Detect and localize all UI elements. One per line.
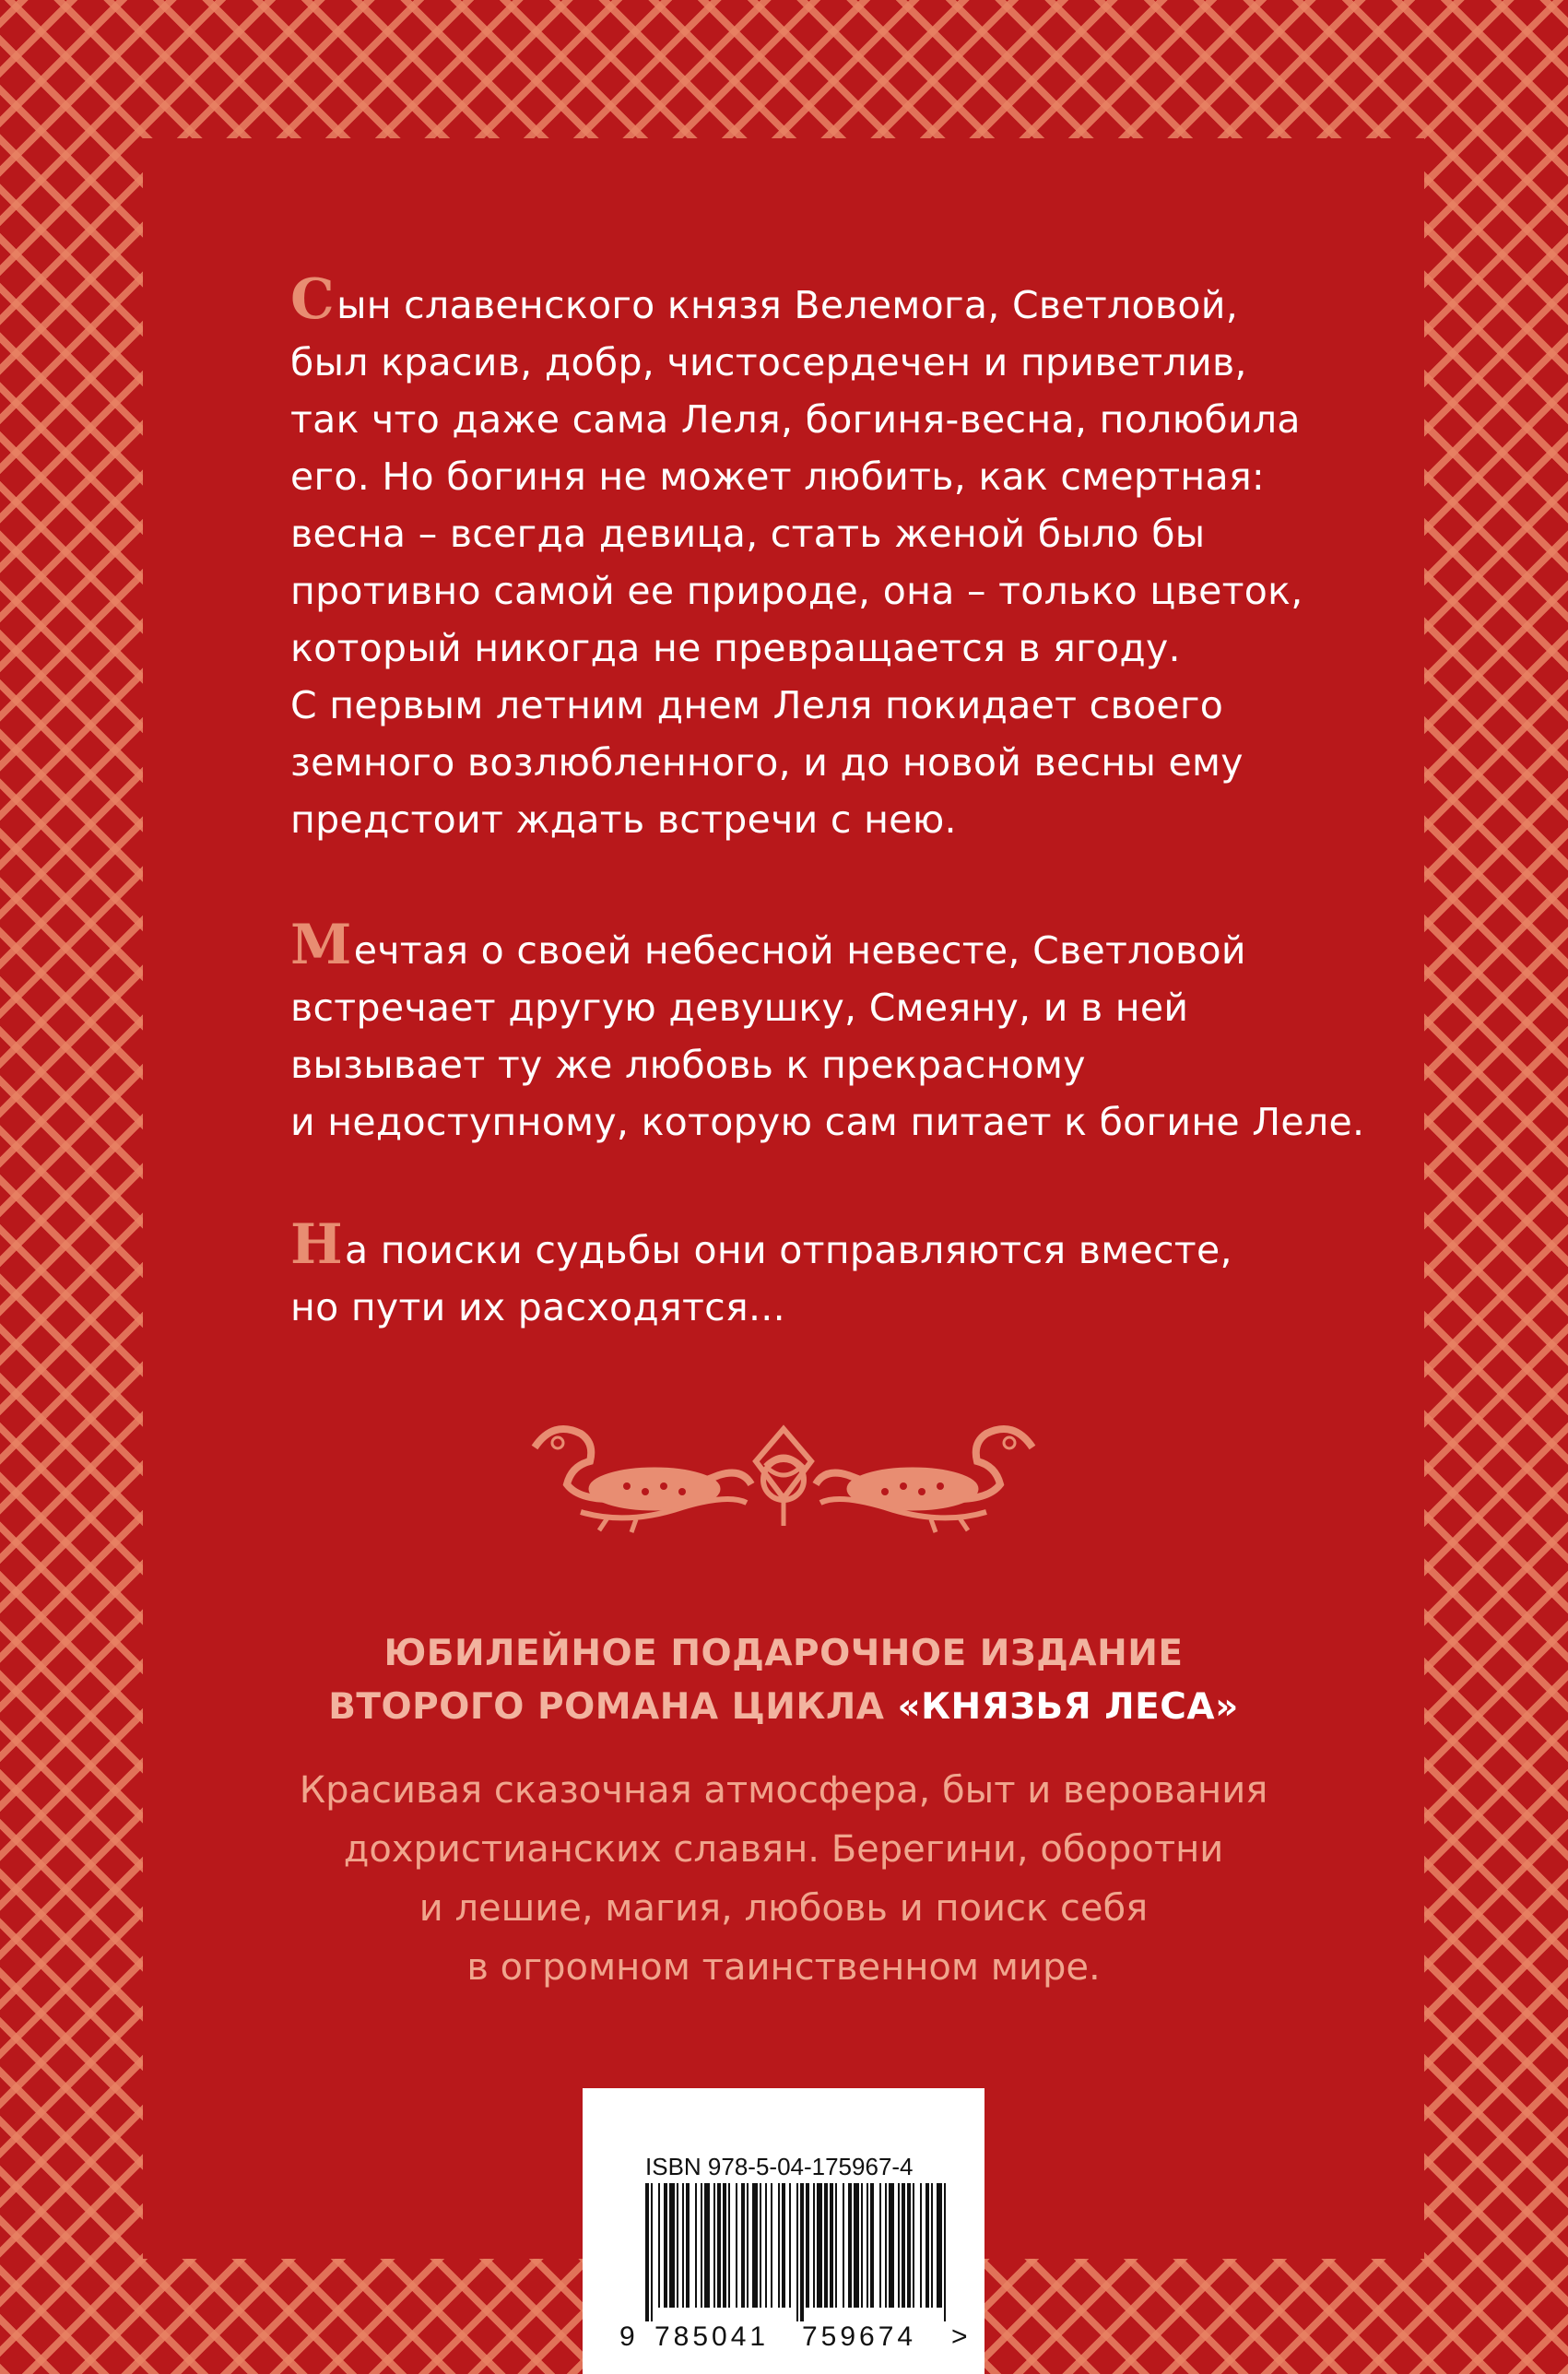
barcode-bar [765, 2183, 767, 2308]
barcode-bar [920, 2183, 922, 2308]
barcode-bar [931, 2183, 933, 2308]
barcode-bar [879, 2183, 881, 2308]
barcode-bar [723, 2183, 726, 2308]
barcode-bar [651, 2183, 653, 2321]
barcode-bar [907, 2183, 911, 2308]
barcode-bar [713, 2183, 715, 2308]
barcode-bar [913, 2183, 914, 2308]
barcode-bar [645, 2183, 649, 2321]
barcode-bar [848, 2183, 852, 2308]
barcode-bar [843, 2183, 844, 2308]
barcode-bar [747, 2183, 749, 2308]
barcode-bar [717, 2183, 721, 2308]
barcode-bar [898, 2183, 900, 2308]
barcode-bar [760, 2183, 761, 2308]
barcode-bar [695, 2183, 697, 2308]
barcode-bar [736, 2183, 737, 2308]
barcode-bar [885, 2183, 887, 2308]
barcode-bar [728, 2183, 730, 2308]
annotation-paragraph-1: Сын славенского князя Велемога, Светловой, был красив, добр, чистосердечен и приветлив, так что даже сама Леля, богиня-весна, полюбила его. Но богиня не может любить, как смертная: весна – всегда девица, стать женой было бы противно самой ее природе, она – только цветок, который никогда не превращается в ягоду. С первым летним днем Леля покидает своего земного возлюбленного, и до новой весны ему предстоит ждать встречи с нею. [290, 267, 1303, 842]
barcode-bar [752, 2183, 758, 2308]
barcode-bar [925, 2183, 929, 2308]
annotation-paragraph-3: На поиски судьбы они отправляются вместе, но пути их расходятся... [290, 1212, 1232, 1329]
barcode-bar [796, 2183, 798, 2321]
annotation-paragraph-2: Мечтая о своей небесной невесте, Светловой встречает другую девушку, Смеяну, и в ней вызывает ту же любовь к прекрасному и недоступному, которую сам питает к богине Леле. [290, 913, 1365, 1144]
beast-knot-ornament-icon [516, 1411, 1051, 1540]
barcode-bar [741, 2183, 745, 2308]
barcode-bar [867, 2183, 868, 2308]
barcode-bar [937, 2183, 942, 2308]
barcode-bar [782, 2183, 785, 2308]
barcode-bar [813, 2183, 815, 2308]
barcode-bar [669, 2183, 675, 2308]
edition-subtitle: ЮБИЛЕЙНОЕ ПОДАРОЧНОЕ ИЗДАНИЕ ВТОРОГО РОМАНА ЦИКЛА «КНЯЗЬЯ ЛЕСА» [328, 1633, 1239, 1728]
barcode-bar [658, 2183, 660, 2308]
barcode-bar [664, 2183, 667, 2308]
barcode-bar [824, 2183, 828, 2308]
isbn-text: ISBN 978-5-04-175967-4 [645, 2153, 914, 2180]
barcode-bar [835, 2183, 837, 2308]
barcode-bar [686, 2183, 690, 2308]
barcode-bar [902, 2183, 905, 2308]
marketing-description: Красивая сказочная атмосфера, быт и верования дохристианских славян. Берегини, оборотни и лешие, магия, любовь и поиск себя в огромном таинственном мире. [299, 1769, 1268, 1989]
barcode-bar [817, 2183, 822, 2308]
barcode-bar [771, 2183, 772, 2308]
barcode-bar [870, 2183, 874, 2308]
barcode-label: ISBN 978-5-04-175967-4 9 785041 759674 > [583, 2088, 984, 2374]
barcode-bar [854, 2183, 859, 2308]
barcode-bar [830, 2183, 833, 2308]
drop-cap: М [290, 913, 352, 977]
barcode-bar [861, 2183, 863, 2308]
drop-cap: С [290, 267, 336, 332]
barcode-bar [944, 2183, 946, 2321]
barcode-bar [778, 2183, 780, 2308]
barcode-bar [682, 2183, 684, 2308]
drop-cap: Н [290, 1212, 343, 1277]
barcode-bar [677, 2183, 678, 2308]
series-title: «КНЯЗЬЯ ЛЕСА» [897, 1686, 1239, 1728]
barcode-bar [800, 2183, 804, 2321]
barcode-bar [701, 2183, 702, 2308]
barcode-bars-icon [645, 2183, 949, 2321]
barcode-bar [889, 2183, 894, 2308]
barcode-bar [789, 2183, 791, 2308]
barcode-bar [806, 2183, 809, 2308]
barcode-bar [704, 2183, 710, 2308]
